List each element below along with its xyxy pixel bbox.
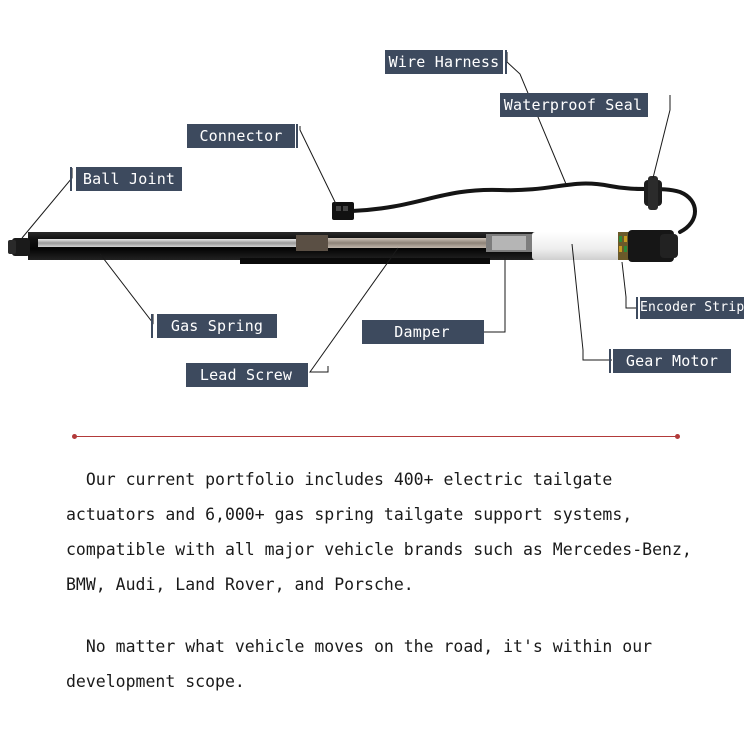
- wire-harness-cable: [352, 184, 695, 232]
- label-bar: [296, 124, 298, 148]
- ball-joint-end: [8, 238, 30, 256]
- paragraph-line: BMW, Audi, Land Rover, and Porsche.: [66, 575, 414, 594]
- paragraph-line: development scope.: [66, 672, 245, 691]
- label-ball-joint: Ball Joint: [76, 167, 182, 191]
- label-bar: [636, 297, 638, 319]
- leader-gas-spring: [100, 254, 153, 323]
- description-paragraph-2: [66, 629, 706, 699]
- label-bar: [70, 167, 72, 191]
- paragraph-line: No matter what vehicle moves on the road, it's within our: [66, 637, 653, 656]
- label-bar: [482, 320, 484, 344]
- label-waterproof-seal: Waterproof Seal: [500, 93, 646, 117]
- paragraph-line: Our current portfolio includes 400+ electric tailgate: [66, 470, 613, 489]
- section-divider: [74, 436, 678, 437]
- label-wire-harness: Wire Harness: [385, 50, 503, 74]
- paragraph-line: actuators and 6,000+ gas spring tailgate support systems,: [66, 505, 633, 524]
- label-gas-spring: Gas Spring: [157, 314, 277, 338]
- label-connector: Connector: [187, 124, 295, 148]
- gas-spring-rod: [38, 239, 300, 247]
- label-gear-motor: Gear Motor: [613, 349, 731, 373]
- paragraph-line: compatible with all major vehicle brands such as Mercedes-Benz,: [66, 540, 692, 559]
- leader-wire-harness: [507, 52, 566, 184]
- label-bar: [646, 93, 648, 117]
- leader-gear-motor: [583, 350, 612, 360]
- label-lead-screw: Lead Screw: [186, 363, 306, 387]
- label-bar: [151, 314, 153, 338]
- motor-housing: [532, 232, 620, 260]
- leader-waterproof-seal: [653, 95, 670, 178]
- label-damper: Damper: [362, 320, 482, 344]
- label-bar: [609, 349, 611, 373]
- waterproof-seal-grommet: [644, 176, 662, 210]
- label-bar: [505, 50, 507, 74]
- leader-ball-joint: [22, 168, 72, 238]
- label-encoder-strip: Encoder Strip: [640, 297, 744, 319]
- leader-connector: [300, 126, 336, 204]
- leader-damper: [482, 318, 505, 332]
- label-bar: [306, 363, 308, 387]
- connector-plug: [332, 202, 354, 220]
- leader-lead-screw: [310, 248, 398, 372]
- description-paragraph-1: [66, 462, 706, 602]
